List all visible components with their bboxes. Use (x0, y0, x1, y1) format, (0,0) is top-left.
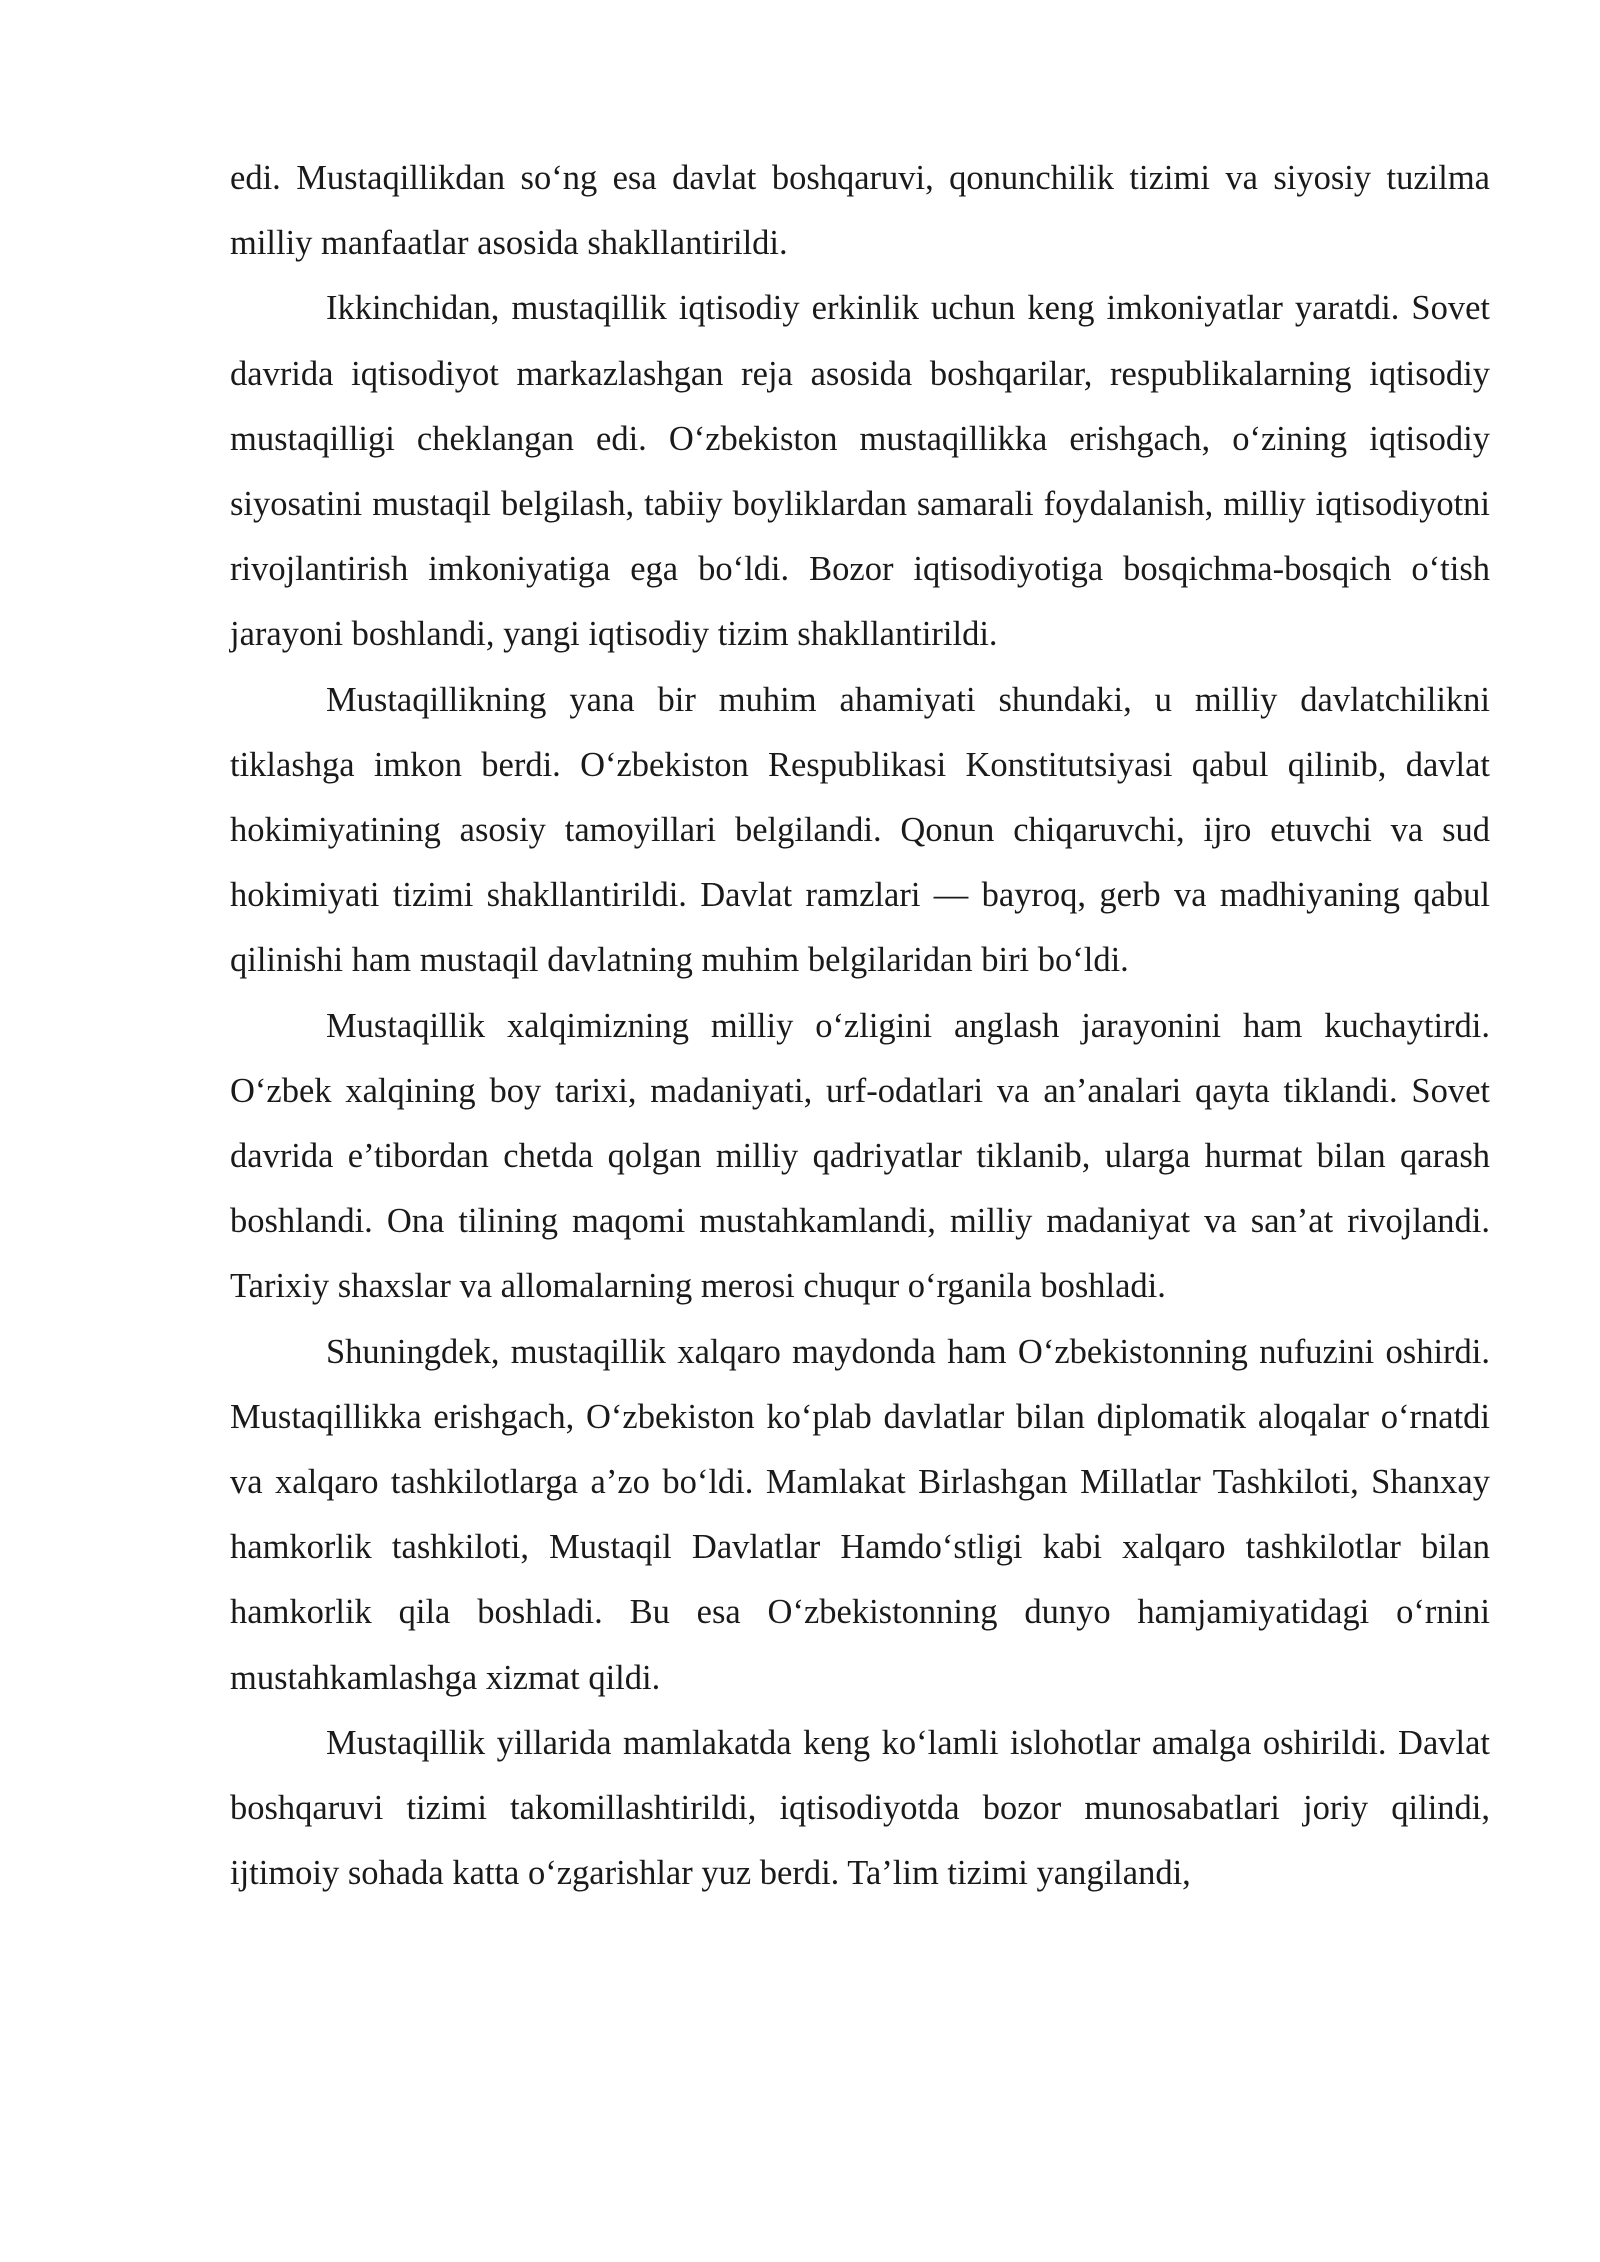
paragraph-national-statehood: Mustaqillikning yana bir muhim ahamiyati shundaki, u milliy davlatchilikni tiklashga imkon berdi. O‘zbekiston Respublikasi Konstitutsiyasi qabul qilinib, davlat hokimiyatining asosiy tamoyillari belgilandi. Qonun chiqaruvchi, ijro etuvchi va sud hokimiyati tizimi shakllantirildi. Davlat ramzlari — bayroq, gerb va madhiyaning qabul qilinishi ham mustaqil davlatning muhim belgilaridan biri bo‘ldi. (230, 680, 1490, 980)
paragraph-reforms: Mustaqillik yillarida mamlakatda keng ko‘lamli islohotlar amalga oshirildi. Davlat boshqaruvi tizimi takomillashtirildi, iqtisodiyotda bozor munosabatlari joriy qilindi, ijtimoiy sohada katta o‘zgarishlar yuz berdi. Ta’lim tizimi yangilandi, (230, 1723, 1490, 1893)
paragraph-international-standing: Shuningdek, mustaqillik xalqaro maydonda ham O‘zbekistonning nufuzini oshirdi. Mustaqillikka erishgach, O‘zbekiston ko‘plab davlatlar bilan diplomatik aloqalar o‘rnatdi va xalqaro tashkilotlarga a’zo bo‘ldi. Mamlakat Birlashgan Millatlar Tashkiloti, Shanxay hamkorlik tashkiloti, Mustaqil Davlatlar Hamdo‘stligi kabi xalqaro tashkilotlar bilan hamkorlik qila boshladi. Bu esa O‘zbekistonning dunyo hamjamiyatidagi o‘rnini mustahkamlashga xizmat qildi. (230, 1332, 1490, 1697)
paragraph-continuation: edi. Mustaqillikdan so‘ng esa davlat boshqaruvi, qonunchilik tizimi va siyosiy tuzilma milliy manfaatlar asosida shakllantirildi. (230, 159, 1490, 263)
document-body (230, 146, 1490, 1906)
paragraph-national-identity: Mustaqillik xalqimizning milliy o‘zligini anglash jarayonini ham kuchaytirdi. O‘zbek xalqining boy tarixi, madaniyati, urf-odatlari va an’analari qayta tiklandi. Sovet davrida e’tibordan chetda qolgan milliy qadriyatlar tiklanib, ularga hurmat bilan qarash boshlandi. Ona tilining maqomi mustahkamlandi, milliy madaniyat va san’at rivojlandi. Tarixiy shaxslar va allomalarning merosi chuqur o‘rganila boshladi. (230, 1006, 1490, 1306)
paragraph-economic-freedom: Ikkinchidan, mustaqillik iqtisodiy erkinlik uchun keng imkoniyatlar yaratdi. Sovet davrida iqtisodiyot markazlashgan reja asosida boshqarilar, respublikalarning iqtisodiy mustaqilligi cheklangan edi. O‘zbekiston mustaqillikka erishgach, o‘zining iqtisodiy siyosatini mustaqil belgilash, tabiiy boyliklardan samarali foydalanish, milliy iqtisodiyotni rivojlantirish imkoniyatiga ega bo‘ldi. Bozor iqtisodiyotiga bosqichma-bosqich o‘tish jarayoni boshlandi, yangi iqtisodiy tizim shakllantirildi. (230, 289, 1490, 654)
